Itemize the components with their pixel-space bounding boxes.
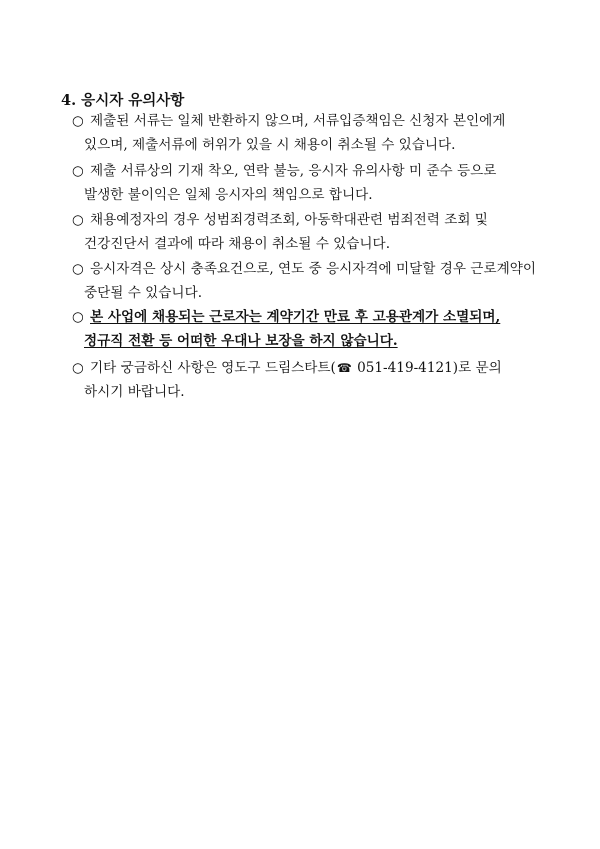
emphasized-notice-text: 본 사업에 채용되는 근로자는 계약기간 만료 후 고용관계가 소멸되며, [90,309,501,325]
notice-line [72,208,572,232]
notice-line [72,109,572,133]
notice-item [72,159,572,207]
notice-item [72,257,572,305]
circle-bullet-icon: ○ [72,113,84,129]
circle-bullet-icon: ○ [72,212,84,228]
circle-bullet-icon: ○ [72,163,84,179]
circle-bullet-icon: ○ [72,360,84,376]
notice-line [72,159,572,183]
notice-item [72,356,572,404]
notice-text: 채용예정자의 경우 성범죄경력조회, 아동학대관련 범죄전력 조회 및 [90,212,488,228]
notice-text: 기타 궁금하신 사항은 영도구 드림스타트( [90,360,336,376]
notice-line [72,356,572,380]
notice-text-continued: 중단될 수 있습니다. [84,285,203,301]
phone-number-text: 051-419-4121)로 문의 [352,360,502,376]
notice-item [72,208,572,256]
notice-text-continued: 발생한 불이익은 일체 응시자의 책임으로 합니다. [84,187,373,203]
notice-item [72,109,572,157]
notice-line [72,257,572,281]
circle-bullet-icon: ○ [72,309,84,325]
notice-text-continued: 있으며, 제출서류에 허위가 있을 시 채용이 취소될 수 있습니다. [84,137,456,153]
notice-text-continued: 하시기 바랍니다. [84,384,185,400]
notice-text: 제출 서류상의 기재 착오, 연락 불능, 응시자 유의사항 미 준수 등으로 [90,163,497,179]
notice-line [72,305,572,329]
notice-text: 응시자격은 상시 충족요건으로, 연도 중 응시자격에 미달할 경우 근로계약이 [90,261,536,277]
emphasized-notice-text-continued: 정규직 전환 등 어떠한 우대나 보장을 하지 않습니다. [84,333,398,349]
notice-text: 제출된 서류는 일체 반환하지 않으며, 서류입증책임은 신청자 본인에게 [90,113,506,129]
notice-text-continued: 건강진단서 결과에 따라 채용이 취소될 수 있습니다. [84,236,391,252]
section-title: 4. 응시자 유의사항 [61,92,185,109]
notice-item-emphasized [72,305,572,353]
circle-bullet-icon: ○ [72,261,84,277]
telephone-icon: ☎ [336,361,352,375]
notice-line-continued [72,329,572,353]
